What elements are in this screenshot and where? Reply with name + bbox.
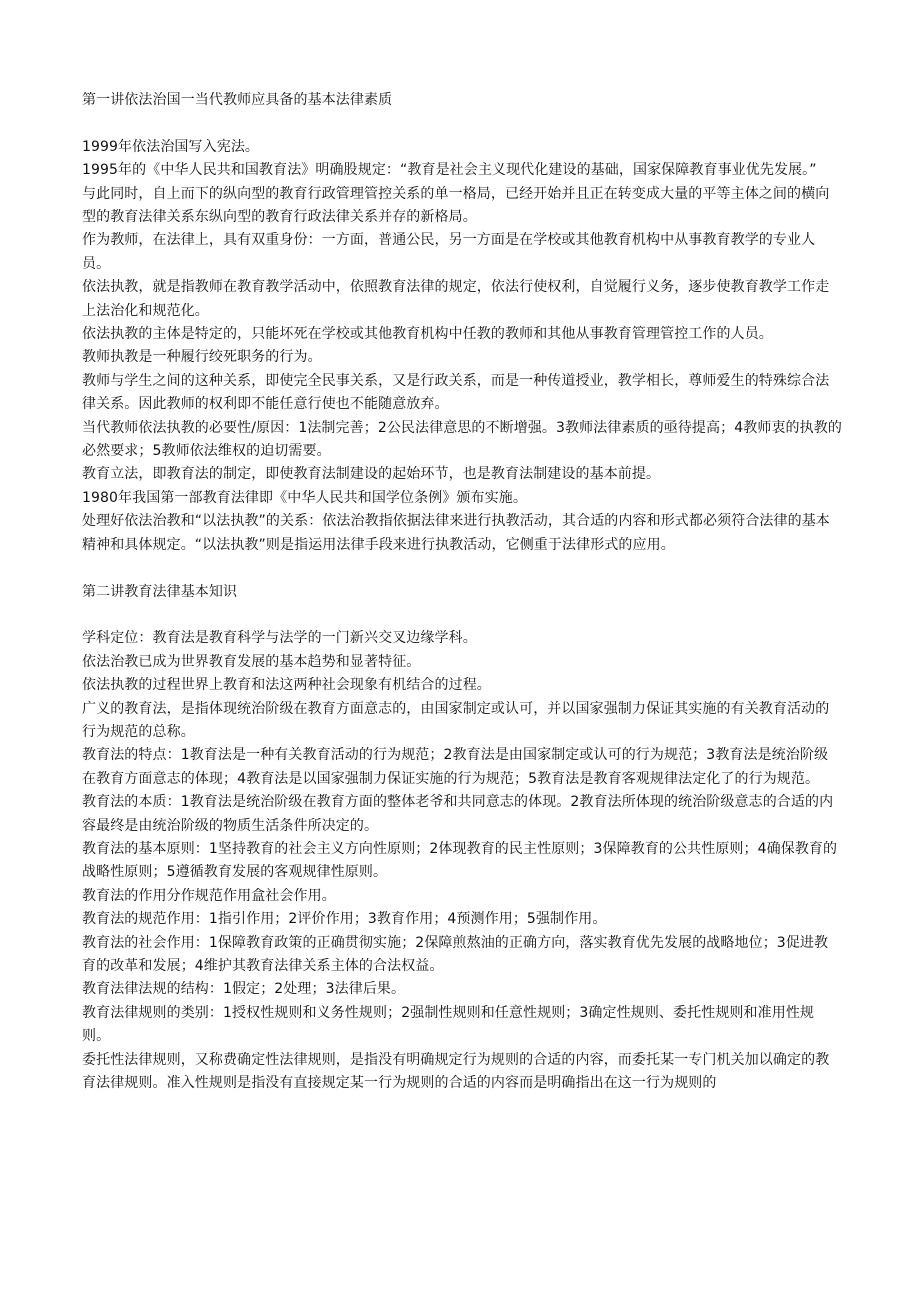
paragraph: 依法执教的主体是特定的，只能坏死在学校或其他教育机构中任教的教师和其他从事教育管理管控工作的人员。 [82, 326, 773, 343]
paragraph: 1999年依法治国写入宪法。 [82, 138, 260, 155]
paragraph: 教育法的特点：1教育法是一种有关教育活动的行为规范；2教育法是由国家制定或认可的行为规范；3教育法是统治阶级在教育方面意志的体现；4教育法是以国家强制力保证实施的行为规范；5教育法是教育客观规律法定化了的行为规范。 [82, 747, 829, 787]
paragraph: 当代教师依法执教的必要性/原因：1法制完善；2公民法律意思的不断增强。3教师法律素质的亟待提高；4教师衷的执教的必然要求；5教师依法维权的迫切需要。 [82, 419, 842, 460]
paragraph: 教育法律法规的结构：1假定；2处理；3法律后果。 [82, 981, 406, 998]
paragraph: 1980年我国第一部教育法律即《中华人民共和国学位条例》颁布实施。 [82, 489, 527, 506]
paragraph: 教育法的社会作用：1保障教育政策的正确贯彻实施；2保障煎熬油的正确方向，落实教育优先发展的战略地位；3促进教育的改革和发展；4维护其教育法律关系主体的合法权益。 [82, 934, 829, 974]
paragraph: 作为教师，在法律上，具有双重身份：一方面，普通公民，另一方面是在学校或其他教育机构中从事教育教学的专业人员。 [82, 232, 816, 272]
section-heading: 第一讲依法治国一当代教师应具备的基本法律素质 [82, 92, 393, 108]
paragraph: 教育法律规则的类别：1授权性规则和义务性规则；2强制性规则和任意性规则；3确定性规则、委托性规则和准用性规则。 [82, 1004, 815, 1045]
paragraph: 教师执教是一种履行绞死职务的行为。 [82, 349, 322, 366]
paragraph: 学科定位：教育法是教育科学与法学的一门新兴交叉边缘学科。 [82, 630, 477, 647]
paragraph: 教育法的本质：1教育法是统治阶级在教育方面的整体老爷和共同意志的体现。2教育法所体现的统治阶级意志的合适的内容最终是由统治阶级的物质生活条件所决定的。 [82, 794, 834, 834]
section-lecture-2 [82, 581, 842, 1096]
paragraph: 与此同时，自上而下的纵向型的教育行政管理管控关系的单一格局，已经开始并且正在转变成大量的平等主体之间的横向型的教育法律关系东纵向型的教育行政法律关系并存的新格局。 [82, 185, 830, 226]
paragraph: 处理好依法治教和“以法执教”的关系：依法治教指依据法律来进行执教活动，其合适的内容和形式都必须符合法律的基本精神和具体规定。“以法执教”则是指运用法律手段来进行执教活动，它侧重于法律形式的应用。 [82, 513, 830, 553]
paragraph: 教育法的规范作用：1指引作用；2评价作用；3教育作用；4预测作用；5强制作用。 [82, 911, 607, 928]
paragraph: 依法执教，就是指教师在教育教学活动中，依照教育法律的规定，依法行使权利，自觉履行义务，逐步使教育教学工作走上法治化和规范化。 [82, 279, 830, 319]
paragraph: 教育立法，即教育法的制定，即使教育法制建设的起始环节，也是教育法制建设的基本前提。 [82, 466, 661, 483]
paragraph: 依法执教的过程世界上教育和法这两种社会现象有机结合的过程。 [82, 677, 491, 694]
paragraph: 依法治教已成为世界教育发展的基本趋势和显著特征。 [82, 653, 421, 670]
section-lecture-1 [82, 89, 842, 557]
paragraph: 教育法的基本原则：1坚持教育的社会主义方向性原则；2体现教育的民主性原则；3保障教育的公共性原则；4确保教育的战略性原则；5遵循教育发展的客观规律性原则。 [82, 840, 838, 881]
paragraph: 广义的教育法，是指体现统治阶级在教育方面意志的，由国家制定或认可，并以国家强制力保证其实施的有关教育活动的行为规范的总称。 [82, 700, 830, 740]
paragraph: 1995年的《中华人民共和国教育法》明确股规定：“教育是社会主义现代化建设的基础，国家保障教育事业优先发展。” [82, 162, 817, 179]
section-heading: 第二讲教育法律基本知识 [82, 583, 238, 600]
paragraph: 教育法的作用分作规范作用盒社会作用。 [82, 887, 336, 904]
document-body [82, 89, 842, 1095]
paragraph: 委托性法律规则，又称费确定性法律规则，是指没有明确规定行为规则的合适的内容，而委托某一专门机关加以确定的教育法律规则。准入性规则是指没有直接规定某一行为规则的合适的内容而是明确指出在这一行为规则的 [82, 1051, 830, 1092]
paragraph: 教师与学生之间的这种关系，即使完全民事关系，又是行政关系，而是一种传道授业，教学相长，尊师爱生的特殊综合法律关系。因此教师的权利即不能任意行使也不能随意放弃。 [82, 372, 830, 413]
